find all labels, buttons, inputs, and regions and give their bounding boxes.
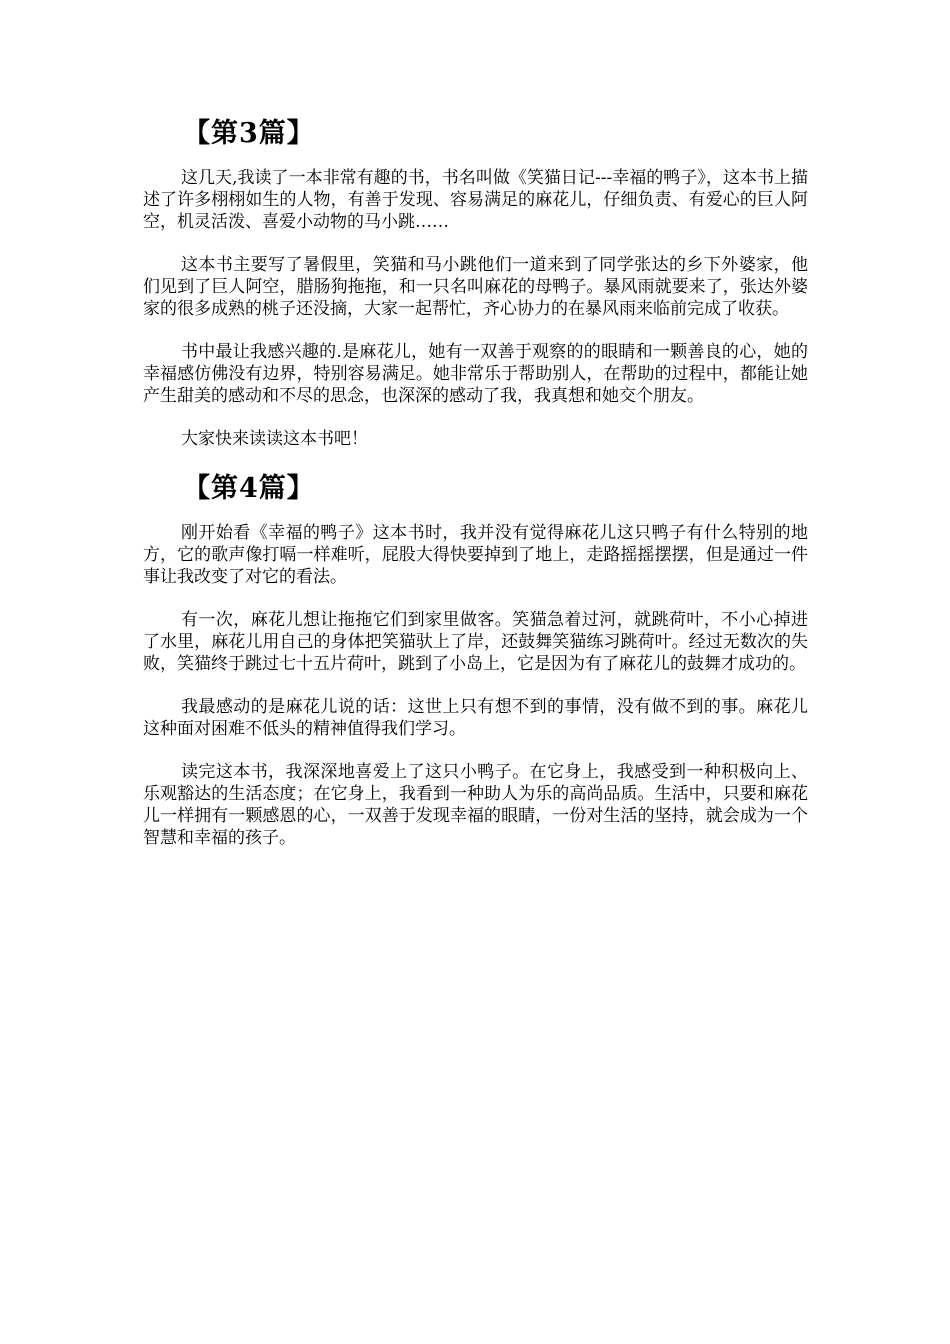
paragraph: 这几天,我读了一本非常有趣的书，书名叫做《笑猫日记---幸福的鸭子》，这本书上描述了许多栩栩如生的人物，有善于发现、容易满足的麻花儿，仔细负责、有爱心的巨人阿空，机灵活泼、喜爱小动物的马小跳…… xyxy=(143,168,808,232)
paragraph: 我最感动的是麻花儿说的话：这世上只有想不到的事情，没有做不到的事。麻花儿这种面对困难不低头的精神值得我们学习。 xyxy=(143,697,808,739)
paragraph: 刚开始看《幸福的鸭子》这本书时，我并没有觉得麻花儿这只鸭子有什么特别的地方，它的歌声像打嗝一样难听，屁股大得快要掉到了地上，走路摇摇摆摆，但是通过一件事让我改变了对它的看法。 xyxy=(143,523,808,587)
section-heading-3: 【第3篇】 xyxy=(183,118,315,149)
section-heading-4: 【第4篇】 xyxy=(183,473,315,504)
paragraph: 有一次，麻花儿想让拖拖它们到家里做客。笑猫急着过河，就跳荷叶，不小心掉进了水里，麻花儿用自己的身体把笑猫驮上了岸，还鼓舞笑猫练习跳荷叶。经过无数次的失败，笑猫终于跳过七十五片荷叶，跳到了小岛上，它是因为有了麻花儿的鼓舞才成功的。 xyxy=(143,610,808,674)
paragraph: 读完这本书，我深深地喜爱上了这只小鸭子。在它身上，我感受到一种积极向上、乐观豁达的生活态度；在它身上，我看到一种助人为乐的高尚品质。生活中，只要和麻花儿一样拥有一颗感恩的心，一双善于发现幸福的眼睛，一份对生活的坚持，就会成为一个智慧和幸福的孩子。 xyxy=(143,762,808,848)
paragraph: 大家快来读读这本书吧！ xyxy=(181,429,368,449)
paragraph: 书中最让我感兴趣的.是麻花儿，她有一双善于观察的的眼睛和一颗善良的心，她的幸福感仿佛没有边界，特别容易满足。她非常乐于帮助别人，在帮助的过程中，都能让她产生甜美的感动和不尽的思念，也深深的感动了我，我真想和她交个朋友。 xyxy=(143,342,808,406)
paragraph: 这本书主要写了暑假里，笑猫和马小跳他们一道来到了同学张达的乡下外婆家，他们见到了巨人阿空，腊肠狗拖拖，和一只名叫麻花的母鸭子。暴风雨就要来了，张达外婆家的很多成熟的桃子还没摘，大家一起帮忙，齐心协力的在暴风雨来临前完成了收获。 xyxy=(143,255,808,319)
document-body xyxy=(143,116,808,870)
